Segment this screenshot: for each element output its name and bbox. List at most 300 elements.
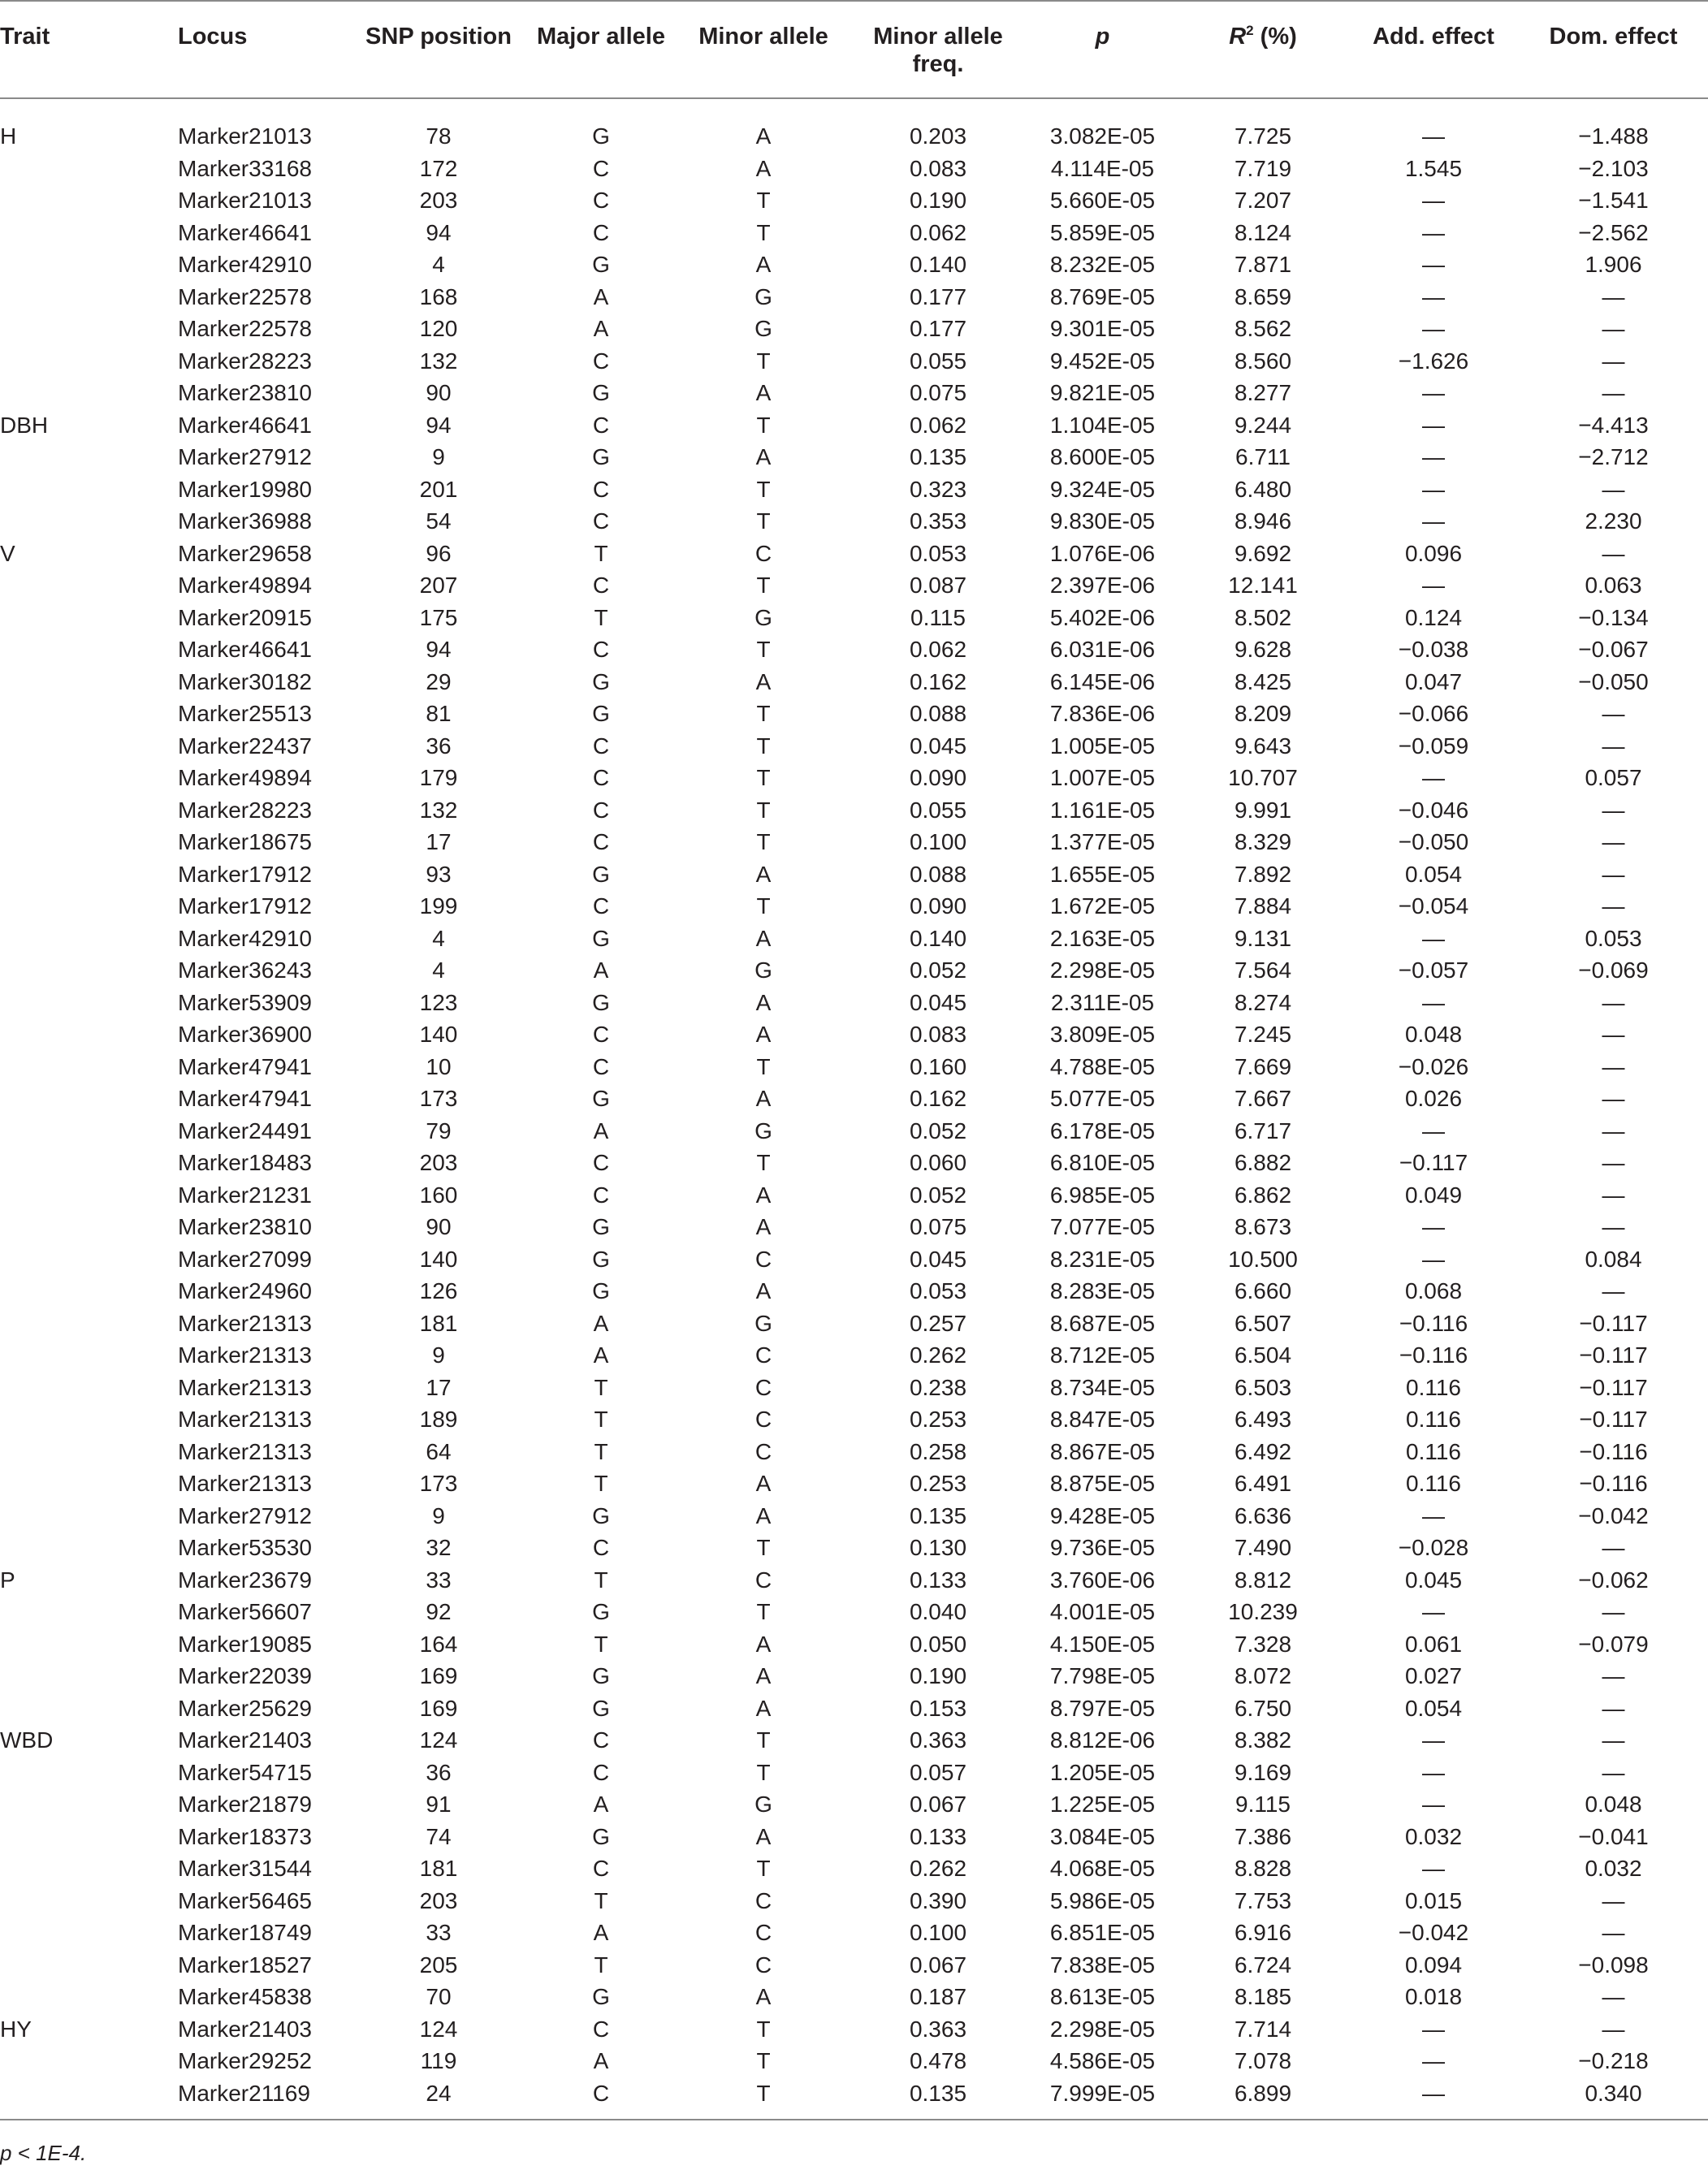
cell-minor-allele: T [756, 733, 771, 759]
cell-locus: Marker56465 [178, 1887, 312, 1913]
cell-snp-position: 172 [419, 155, 458, 181]
cell-p-value: 1.672E-05 [1049, 893, 1156, 919]
cell-minor-allele: T [756, 188, 771, 213]
cell-trait [0, 1500, 166, 1532]
table-row [0, 1308, 1708, 1340]
cell-major-allele: C [592, 1053, 610, 1079]
cell-dom-effect: −0.041 [1578, 1823, 1649, 1849]
cell-locus: Marker22039 [178, 1663, 312, 1688]
cell-p-value: 1.225E-05 [1049, 1792, 1156, 1817]
cell-r-squared: 7.892 [1234, 861, 1292, 887]
cell-dom-effect: −0.050 [1578, 668, 1649, 694]
cell-add-effect: 0.026 [1404, 1086, 1463, 1111]
cell-minor-allele-freq: 0.060 [909, 1150, 967, 1175]
cell-add-effect: 0.045 [1404, 1567, 1463, 1593]
header-dom-effect: Dom. effect [1549, 24, 1678, 50]
table-row [0, 1821, 1708, 1853]
cell-p-value: 6.810E-05 [1049, 1150, 1156, 1175]
cell-minor-allele-freq: 0.190 [909, 188, 967, 213]
cell-minor-allele-freq: 0.088 [909, 701, 967, 726]
cell-add-effect: −0.066 [1398, 701, 1469, 726]
cell-major-allele: G [592, 668, 610, 694]
cell-add-effect: −0.116 [1399, 1310, 1468, 1336]
table-row [0, 826, 1708, 858]
cell-major-allele: G [592, 1086, 610, 1111]
cell-minor-allele: A [755, 380, 772, 405]
table-row [0, 1339, 1708, 1372]
cell-locus: Marker28223 [178, 797, 312, 823]
table-body [0, 98, 1708, 2120]
cell-p-value: 5.402E-06 [1049, 604, 1156, 630]
cell-snp-position: 119 [420, 2048, 457, 2073]
cell-locus: Marker28223 [178, 348, 312, 374]
cell-trait [0, 858, 166, 891]
cell-p-value: 7.836E-06 [1049, 701, 1156, 726]
cell-locus: Marker19980 [178, 476, 312, 502]
table-row [0, 1436, 1708, 1468]
cell-locus: Marker21169 [178, 2080, 310, 2106]
cell-major-allele: A [593, 957, 609, 983]
cell-trait [0, 313, 166, 345]
cell-locus: Marker21313 [178, 1374, 312, 1400]
cell-p-value: 4.068E-05 [1049, 1856, 1156, 1881]
cell-locus: Marker36243 [178, 957, 312, 983]
cell-major-allele: A [593, 1117, 609, 1143]
table-row [0, 1018, 1708, 1051]
cell-r-squared: 7.386 [1234, 1823, 1292, 1849]
cell-trait [0, 345, 166, 378]
cell-major-allele: G [592, 444, 610, 469]
cell-dom-effect: — [1602, 893, 1625, 919]
cell-p-value: 2.298E-05 [1049, 957, 1156, 983]
cell-locus: Marker22578 [178, 283, 312, 309]
table-row [0, 345, 1708, 378]
cell-locus: Marker27912 [178, 444, 312, 469]
cell-dom-effect: — [1602, 829, 1625, 854]
cell-minor-allele-freq: 0.083 [909, 1022, 967, 1047]
cell-dom-effect: — [1602, 540, 1625, 566]
table-row [0, 313, 1708, 345]
cell-p-value: 8.875E-05 [1049, 1471, 1156, 1496]
cell-snp-position: 36 [426, 1759, 452, 1785]
cell-r-squared: 12.141 [1228, 573, 1298, 598]
cell-p-value: 4.150E-05 [1049, 1631, 1156, 1657]
cell-dom-effect: — [1602, 1695, 1625, 1721]
cell-minor-allele: A [755, 444, 772, 469]
table-row [0, 2013, 1708, 2046]
cell-p-value: 8.687E-05 [1049, 1310, 1156, 1336]
cell-minor-allele: T [756, 1727, 771, 1753]
cell-add-effect: 0.116 [1406, 1374, 1461, 1400]
cell-r-squared: 8.560 [1234, 348, 1292, 374]
cell-major-allele: C [592, 733, 610, 759]
cell-minor-allele-freq: 0.133 [909, 1823, 967, 1849]
cell-dom-effect: −0.042 [1578, 1502, 1649, 1528]
table-row [0, 217, 1708, 249]
cell-add-effect: — [1422, 412, 1445, 438]
cell-locus: Marker20915 [178, 604, 312, 630]
table-row [0, 1403, 1708, 1436]
cell-trait [0, 602, 166, 634]
cell-minor-allele-freq: 0.478 [909, 2048, 967, 2073]
table-row [0, 441, 1708, 473]
cell-minor-allele-freq: 0.253 [909, 1471, 967, 1496]
cell-dom-effect: — [1602, 1535, 1625, 1560]
cell-locus: Marker36988 [178, 508, 312, 534]
cell-snp-position: 160 [419, 1182, 458, 1208]
cell-trait [0, 1532, 166, 1564]
cell-add-effect: — [1422, 508, 1445, 534]
cell-minor-allele: T [756, 829, 771, 854]
cell-minor-allele: T [756, 573, 771, 598]
cell-major-allele: C [592, 765, 610, 790]
cell-trait [0, 1852, 166, 1885]
cell-minor-allele-freq: 0.258 [909, 1438, 967, 1464]
cell-p-value: 4.001E-05 [1049, 1599, 1156, 1624]
table-row [0, 538, 1708, 570]
cell-minor-allele-freq: 0.135 [909, 2080, 967, 2106]
cell-dom-effect: 0.340 [1585, 2080, 1642, 2106]
cell-add-effect: −0.038 [1398, 637, 1469, 662]
cell-locus: Marker21013 [178, 188, 312, 213]
cell-major-allele: G [592, 380, 610, 405]
cell-r-squared: 8.072 [1234, 1663, 1292, 1688]
cell-dom-effect: — [1602, 1214, 1625, 1239]
cell-locus: Marker56607 [178, 1599, 312, 1624]
cell-p-value: 8.600E-05 [1049, 444, 1156, 469]
cell-p-value: 3.084E-05 [1049, 1823, 1156, 1849]
cell-minor-allele-freq: 0.162 [909, 1086, 967, 1111]
cell-add-effect: — [1422, 765, 1445, 790]
cell-minor-allele: A [755, 1823, 772, 1849]
cell-trait [0, 698, 166, 730]
cell-minor-allele-freq: 0.190 [909, 1663, 967, 1688]
table-row [0, 1981, 1708, 2013]
cell-major-allele: G [592, 1246, 610, 1272]
cell-locus: Marker18527 [178, 1952, 312, 1978]
cell-snp-position: 9 [432, 1342, 445, 1368]
table-row [0, 505, 1708, 538]
cell-minor-allele: T [756, 797, 771, 823]
cell-p-value: 9.821E-05 [1049, 380, 1156, 405]
cell-major-allele: G [592, 925, 610, 951]
cell-snp-position: 81 [426, 701, 452, 726]
cell-trait [0, 2045, 166, 2077]
cell-major-allele: C [592, 893, 610, 919]
cell-trait [0, 217, 166, 249]
cell-snp-position: 94 [426, 412, 452, 438]
cell-minor-allele: C [755, 540, 772, 566]
cell-major-allele: A [593, 1792, 609, 1817]
cell-r-squared: 9.169 [1234, 1759, 1292, 1785]
cell-dom-effect: — [1602, 1599, 1625, 1624]
cell-minor-allele: C [755, 1342, 772, 1368]
cell-dom-effect: — [1602, 1150, 1625, 1175]
cell-minor-allele: A [755, 1984, 772, 2009]
cell-major-allele: C [592, 829, 610, 854]
cell-major-allele: C [592, 412, 610, 438]
cell-r-squared: 6.717 [1234, 1117, 1292, 1143]
cell-snp-position: 124 [419, 1727, 458, 1753]
cell-minor-allele: T [756, 893, 771, 919]
cell-trait [0, 184, 166, 217]
cell-major-allele: C [592, 1182, 610, 1208]
cell-dom-effect: −0.134 [1578, 604, 1649, 630]
cell-major-allele: G [592, 701, 610, 726]
cell-locus: Marker53909 [178, 989, 312, 1015]
cell-snp-position: 201 [419, 476, 458, 502]
cell-r-squared: 9.628 [1234, 637, 1292, 662]
cell-dom-effect: −2.103 [1578, 155, 1649, 181]
table-row [0, 184, 1708, 217]
cell-minor-allele-freq: 0.187 [909, 1984, 967, 2009]
cell-r-squared: 8.673 [1234, 1214, 1292, 1239]
cell-major-allele: C [592, 348, 610, 374]
cell-dom-effect: — [1602, 316, 1625, 341]
cell-p-value: 4.114E-05 [1050, 155, 1155, 181]
cell-add-effect: 1.545 [1404, 155, 1463, 181]
header-trait: Trait [0, 24, 50, 50]
cell-r-squared: 7.245 [1234, 1022, 1292, 1047]
cell-minor-allele: G [755, 316, 772, 341]
header-row [0, 1, 1708, 98]
cell-dom-effect: −0.117 [1579, 1374, 1648, 1400]
cell-minor-allele: A [755, 1278, 772, 1303]
table-row [0, 1757, 1708, 1789]
cell-r-squared: 6.724 [1234, 1952, 1292, 1978]
cell-snp-position: 207 [419, 573, 458, 598]
cell-minor-allele-freq: 0.363 [909, 2016, 967, 2042]
cell-trait: V [0, 540, 15, 566]
cell-locus: Marker42910 [178, 252, 312, 277]
cell-snp-position: 124 [419, 2016, 458, 2042]
header-minor-allele-freq-line1: Minor allele [873, 24, 1003, 50]
cell-p-value: 3.082E-05 [1049, 123, 1156, 149]
table-row [0, 890, 1708, 923]
cell-snp-position: 36 [426, 733, 452, 759]
cell-minor-allele: G [755, 1310, 772, 1336]
cell-major-allele: C [592, 797, 610, 823]
cell-p-value: 8.812E-06 [1049, 1727, 1156, 1753]
cell-trait [0, 569, 166, 602]
cell-minor-allele: C [755, 1920, 772, 1945]
cell-r-squared: 6.660 [1234, 1278, 1292, 1303]
cell-r-squared: 7.078 [1234, 2048, 1292, 2073]
table-row [0, 98, 1708, 153]
cell-locus: Marker46641 [178, 219, 312, 245]
cell-p-value: 8.734E-05 [1049, 1374, 1156, 1400]
cell-add-effect: −0.057 [1398, 957, 1469, 983]
cell-add-effect: −0.046 [1398, 797, 1469, 823]
cell-minor-allele-freq: 0.100 [909, 1920, 967, 1945]
cell-snp-position: 169 [419, 1663, 458, 1688]
table-row [0, 1211, 1708, 1243]
cell-minor-allele-freq: 0.052 [909, 957, 967, 983]
cell-minor-allele-freq: 0.353 [909, 508, 967, 534]
cell-add-effect: — [1422, 380, 1445, 405]
cell-minor-allele-freq: 0.262 [909, 1342, 967, 1368]
cell-snp-position: 17 [426, 1374, 452, 1400]
cell-locus: Marker17912 [178, 861, 312, 887]
header-r-superscript: 2 [1246, 23, 1254, 38]
cell-dom-effect: — [1602, 348, 1625, 374]
cell-add-effect: 0.094 [1404, 1952, 1463, 1978]
table-row [0, 794, 1708, 827]
cell-minor-allele: A [755, 1471, 772, 1496]
cell-dom-effect: −0.098 [1578, 1952, 1649, 1978]
cell-p-value: 8.283E-05 [1049, 1278, 1156, 1303]
cell-p-value: 5.660E-05 [1049, 188, 1156, 213]
cell-major-allele: C [592, 1759, 610, 1785]
cell-add-effect: — [1422, 1214, 1445, 1239]
cell-snp-position: 93 [426, 861, 452, 887]
cell-p-value: 1.104E-05 [1049, 412, 1156, 438]
cell-snp-position: 90 [426, 380, 452, 405]
cell-dom-effect: — [1602, 701, 1625, 726]
cell-trait: H [0, 123, 17, 149]
cell-locus: Marker18373 [178, 1823, 312, 1849]
cell-p-value: 5.077E-05 [1049, 1086, 1156, 1111]
cell-p-value: 1.076E-06 [1049, 540, 1156, 566]
cell-add-effect: — [1422, 1792, 1445, 1817]
cell-p-value: 1.007E-05 [1049, 765, 1156, 790]
cell-snp-position: 91 [426, 1792, 452, 1817]
cell-major-allele: T [594, 1374, 608, 1400]
cell-add-effect: 0.015 [1404, 1887, 1463, 1913]
header-r-squared [1178, 1, 1348, 98]
cell-p-value: 8.232E-05 [1049, 252, 1156, 277]
cell-add-effect: — [1422, 219, 1445, 245]
cell-p-value: 1.377E-05 [1049, 829, 1156, 854]
cell-dom-effect: — [1602, 476, 1625, 502]
cell-p-value: 9.301E-05 [1049, 316, 1156, 341]
cell-r-squared: 6.493 [1234, 1407, 1292, 1432]
cell-major-allele: G [592, 123, 610, 149]
cell-minor-allele-freq: 0.088 [909, 861, 967, 887]
cell-minor-allele-freq: 0.160 [909, 1053, 967, 1079]
cell-minor-allele-freq: 0.153 [909, 1695, 967, 1721]
cell-r-squared: 8.277 [1234, 380, 1292, 405]
cell-minor-allele: A [755, 123, 772, 149]
cell-snp-position: 24 [426, 2080, 452, 2106]
cell-r-squared: 9.692 [1234, 540, 1292, 566]
cell-snp-position: 140 [419, 1022, 458, 1047]
cell-dom-effect: — [1602, 1278, 1625, 1303]
cell-locus: Marker22437 [178, 733, 312, 759]
cell-dom-effect: — [1602, 1727, 1625, 1753]
table-row [0, 698, 1708, 730]
cell-dom-effect: −0.218 [1578, 2048, 1649, 2073]
cell-snp-position: 168 [419, 283, 458, 309]
cell-minor-allele-freq: 0.323 [909, 476, 967, 502]
cell-add-effect: — [1422, 1246, 1445, 1272]
cell-p-value: 9.324E-05 [1049, 476, 1156, 502]
cell-trait [0, 1083, 166, 1115]
cell-minor-allele: T [756, 2080, 771, 2106]
cell-minor-allele-freq: 0.045 [909, 1246, 967, 1272]
cell-major-allele: G [592, 1214, 610, 1239]
cell-minor-allele: T [756, 701, 771, 726]
table-row [0, 1051, 1708, 1083]
cell-minor-allele: T [756, 1150, 771, 1175]
cell-add-effect: — [1422, 252, 1445, 277]
cell-r-squared: 7.490 [1234, 1535, 1292, 1560]
cell-minor-allele: G [755, 957, 772, 983]
cell-r-squared: 10.707 [1228, 765, 1298, 790]
table-row [0, 569, 1708, 602]
cell-snp-position: 10 [426, 1053, 452, 1079]
cell-minor-allele: A [755, 861, 772, 887]
cell-locus: Marker30182 [178, 668, 312, 694]
cell-trait [0, 1339, 166, 1372]
cell-major-allele: C [592, 508, 610, 534]
cell-locus: Marker33168 [178, 155, 312, 181]
cell-minor-allele-freq: 0.083 [909, 155, 967, 181]
cell-r-squared: 6.882 [1234, 1150, 1292, 1175]
cell-r-squared: 7.667 [1234, 1086, 1292, 1111]
cell-add-effect: — [1422, 989, 1445, 1015]
cell-minor-allele-freq: 0.135 [909, 1502, 967, 1528]
header-r-label: R [1229, 24, 1247, 50]
cell-trait [0, 377, 166, 409]
cell-p-value: 4.586E-05 [1049, 2048, 1156, 2073]
cell-add-effect: −0.028 [1398, 1535, 1469, 1560]
cell-locus: Marker22578 [178, 316, 312, 341]
cell-trait [0, 1275, 166, 1308]
cell-minor-allele: C [755, 1407, 772, 1432]
table-row [0, 1532, 1708, 1564]
cell-add-effect: 0.116 [1406, 1471, 1461, 1496]
cell-trait [0, 1468, 166, 1500]
cell-r-squared: 8.274 [1234, 989, 1292, 1015]
table-row [0, 281, 1708, 313]
cell-trait [0, 1372, 166, 1404]
cell-r-squared: 7.753 [1234, 1887, 1292, 1913]
cell-minor-allele: A [755, 1214, 772, 1239]
cell-add-effect: — [1422, 2080, 1445, 2106]
cell-p-value: 5.986E-05 [1049, 1887, 1156, 1913]
cell-add-effect: — [1422, 1502, 1445, 1528]
cell-r-squared: 8.828 [1234, 1856, 1292, 1881]
cell-add-effect: −0.050 [1398, 829, 1469, 854]
cell-snp-position: 173 [419, 1086, 458, 1111]
cell-minor-allele: T [756, 2016, 771, 2042]
cell-major-allele: C [592, 219, 610, 245]
cell-minor-allele: T [756, 637, 771, 662]
header-minor-allele-freq-line2: freq. [912, 51, 964, 77]
cell-minor-allele: A [755, 989, 772, 1015]
cell-add-effect: 0.032 [1404, 1823, 1463, 1849]
table-row [0, 1147, 1708, 1179]
cell-minor-allele-freq: 0.053 [909, 1278, 967, 1303]
cell-minor-allele-freq: 0.162 [909, 668, 967, 694]
cell-minor-allele-freq: 0.055 [909, 348, 967, 374]
cell-dom-effect: — [1602, 989, 1625, 1015]
cell-add-effect: 0.054 [1404, 861, 1463, 887]
cell-minor-allele-freq: 0.062 [909, 219, 967, 245]
cell-dom-effect: — [1602, 1022, 1625, 1047]
cell-minor-allele: A [755, 155, 772, 181]
cell-major-allele: A [593, 2048, 609, 2073]
cell-add-effect: — [1422, 123, 1445, 149]
cell-major-allele: G [592, 1695, 610, 1721]
cell-r-squared: 7.714 [1234, 2016, 1292, 2042]
cell-add-effect: 0.068 [1404, 1278, 1463, 1303]
cell-add-effect: — [1422, 925, 1445, 951]
cell-trait [0, 1147, 166, 1179]
cell-major-allele: A [593, 1342, 609, 1368]
cell-trait [0, 1179, 166, 1212]
